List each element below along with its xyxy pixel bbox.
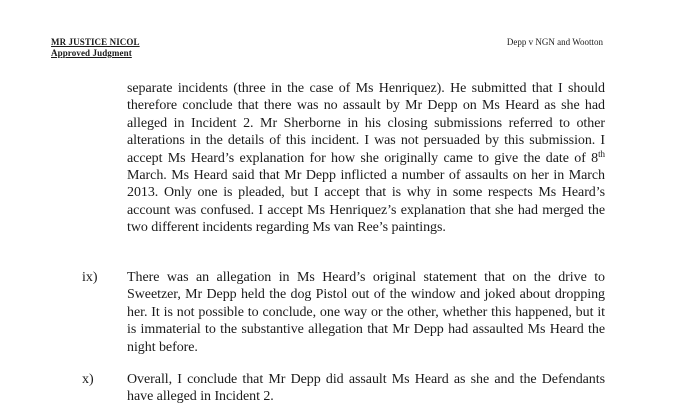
judge-name: MR JUSTICE NICOL bbox=[51, 37, 140, 47]
judgment-header-left bbox=[51, 37, 140, 59]
continuation-paragraph bbox=[127, 80, 605, 237]
item-number-ix: ix) bbox=[82, 270, 98, 285]
item-number-x: x) bbox=[82, 372, 94, 387]
case-name: Depp v NGN and Wootton bbox=[506, 37, 603, 47]
item-text-ix: There was an allegation in Ms Heard’s original statement that on the drive to Sweetzer, Mr Depp held the dog Pistol out of the window and joked about dropping her. It is not possible to conclude, one way or the other, whether this happened, but it is immaterial to the substantive allegation that Mr Depp had assaulted Ms Heard the night before. bbox=[127, 270, 605, 355]
judgment-status: Approved Judgment bbox=[51, 48, 132, 58]
ordinal-suffix: th bbox=[598, 148, 605, 159]
continuation-text-b: March. Ms Heard said that Mr Depp inflicted a number of assaults on her in March 2013. Only one is pleaded, but I accept that is why in some respects Ms Heard’s account was confused. I accept Ms Henriquez’s explanation that she had merged the two different incidents regarding Ms van Ree’s paintings. bbox=[127, 168, 605, 236]
continuation-text-a: separate incidents (three in the case of Ms Henriquez). He submitted that I should therefore conclude that there was no assault by Mr Depp on Ms Heard as she had alleged in Incident 2. Mr Sherborne in his closing submissions referred to other alterations in the details of this incident. I was not persuaded by this submission. I accept Ms Heard’s explanation for how she originally came to give the date of 8 bbox=[127, 81, 605, 166]
item-text-x: Overall, I conclude that Mr Depp did assault Ms Heard as she and the Defendants have alleged in Incident 2. bbox=[127, 372, 605, 405]
